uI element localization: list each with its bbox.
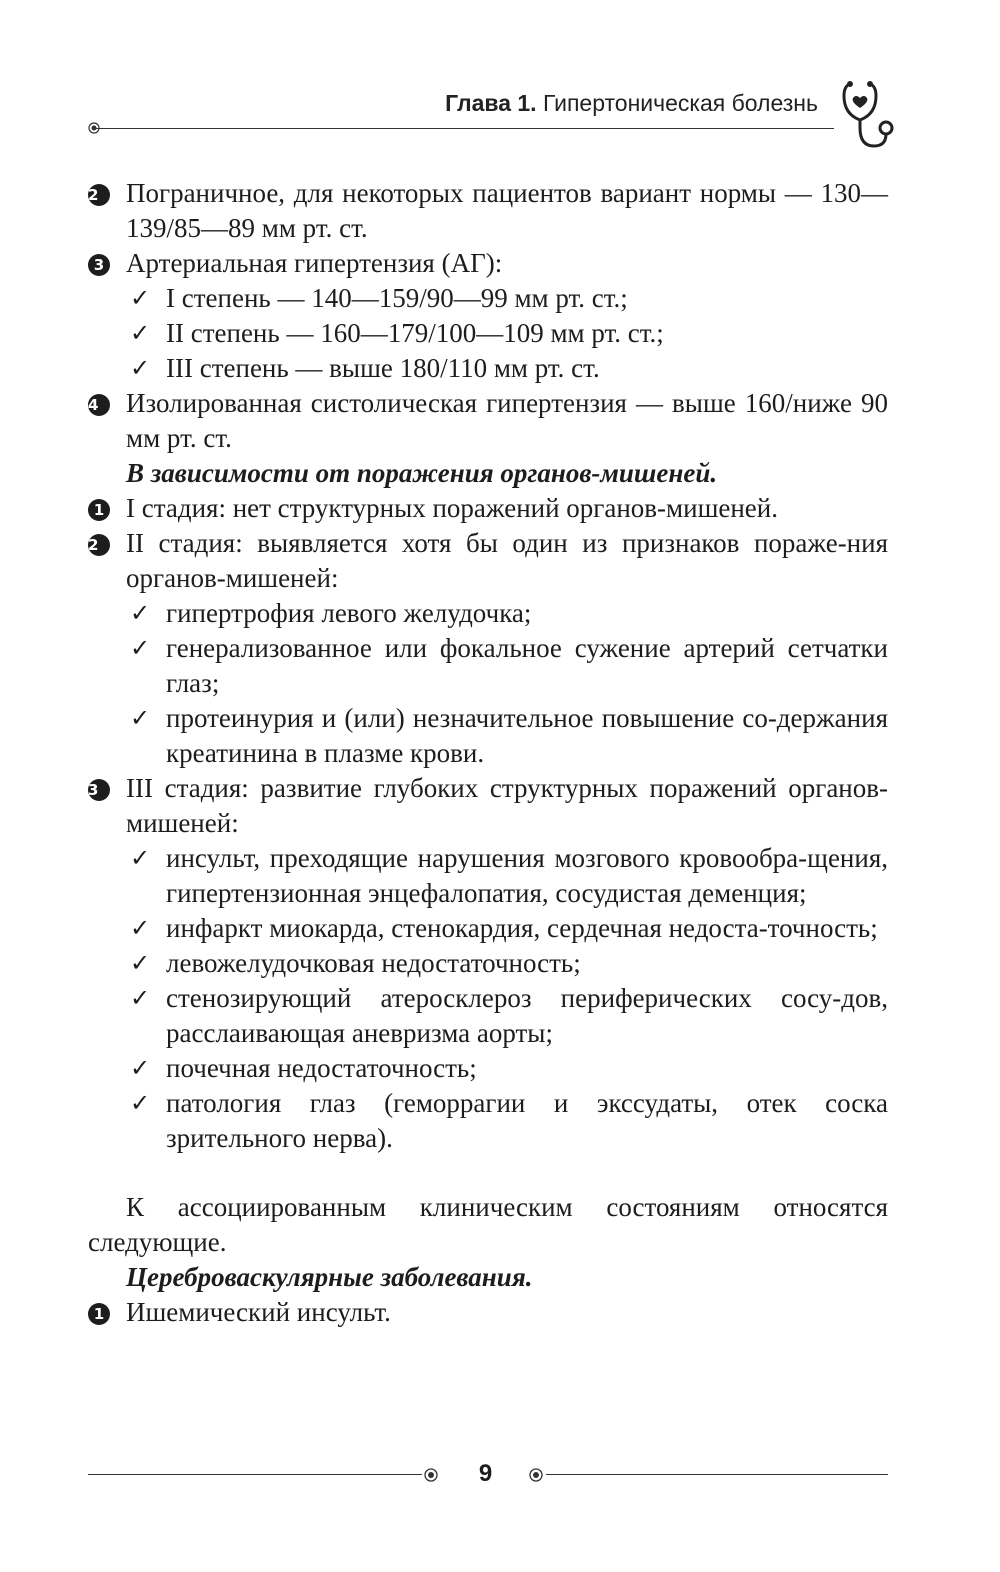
- list-item-text: Ишемический инсульт.: [126, 1297, 391, 1327]
- sub-list-item: [88, 281, 888, 316]
- checkmark-icon: ✓: [130, 704, 151, 732]
- sub-list-item: [88, 946, 888, 981]
- list-marker: 3: [88, 254, 110, 276]
- list-item-text: I стадия: нет структурных поражений органов-мишеней.: [126, 493, 778, 523]
- sub-list-item-text: почечная недостаточность;: [166, 1053, 477, 1083]
- list-item: [88, 491, 888, 526]
- sub-list-item: [88, 981, 888, 1051]
- sub-list-item-text: гипертрофия левого желудочка;: [166, 598, 532, 628]
- section-heading: Цереброваскулярные заболевания.: [126, 1262, 533, 1292]
- sub-list-item-text: патология глаз (геморрагии и экссудаты, отек соска зрительного нерва).: [166, 1088, 888, 1153]
- checkmark-icon: ✓: [130, 354, 151, 382]
- list-item: [88, 526, 888, 596]
- list-item: [88, 1295, 888, 1330]
- footer-dot-ornament-icon: [424, 1468, 438, 1482]
- checkmark-icon: ✓: [130, 284, 151, 312]
- section-heading: В зависимости от поражения органов-мишеней.: [126, 458, 718, 488]
- sub-list-item: [88, 351, 888, 386]
- list-item-text: II стадия: выявляется хотя бы один из признаков пораже-ния органов-мишеней:: [126, 528, 888, 593]
- sub-list-item-text: левожелудочковая недостаточность;: [166, 948, 581, 978]
- checkmark-icon: ✓: [130, 634, 151, 662]
- checkmark-icon: ✓: [130, 984, 151, 1012]
- list-item: [88, 771, 888, 841]
- checkmark-icon: ✓: [130, 914, 151, 942]
- sub-list-item-text: генерализованное или фокальное сужение артерий сетчатки глаз;: [166, 633, 888, 698]
- checkmark-icon: ✓: [130, 1089, 151, 1117]
- checkmark-icon: ✓: [130, 1054, 151, 1082]
- list-marker: 3: [88, 779, 110, 801]
- sub-list-item-text: протеинурия и (или) незначительное повышение со-держания креатинина в плазме крови.: [166, 703, 888, 768]
- page-footer: [88, 1460, 888, 1490]
- list-item-text: Пограничное, для некоторых пациентов вариант нормы — 130—139/85—89 мм рт. ст.: [126, 178, 888, 243]
- sub-list-item-text: инфаркт миокарда, стенокардия, сердечная недоста-точность;: [166, 913, 878, 943]
- list-item: [88, 246, 888, 281]
- checkmark-icon: ✓: [130, 319, 151, 347]
- sub-list-item-text: I степень — 140—159/90—99 мм рт. ст.;: [166, 283, 628, 313]
- list-marker: 1: [88, 1303, 110, 1325]
- chapter-header: [445, 90, 818, 117]
- list-marker: 2: [88, 184, 110, 206]
- list-item: [88, 386, 888, 456]
- sub-list-item: [88, 1051, 888, 1086]
- sub-list-item-text: III степень — выше 180/110 мм рт. ст.: [166, 353, 600, 383]
- sub-list-item: [88, 1086, 888, 1156]
- list-marker: 2: [88, 534, 110, 556]
- sub-list-item-text: стенозирующий атеросклероз периферических сосу-дов, расслаивающая аневризма аорты;: [166, 983, 888, 1048]
- list-item-text: Изолированная систолическая гипертензия — выше 160/ниже 90 мм рт. ст.: [126, 388, 888, 453]
- chapter-label: Глава 1.: [445, 90, 537, 116]
- chapter-title: Гипертоническая болезнь: [542, 90, 818, 116]
- page-number: 9: [478, 1460, 493, 1487]
- sub-list-item-text: инсульт, преходящие нарушения мозгового кровообра-щения, гипертензионная энцефалопатия, сосудистая деменция;: [166, 843, 888, 908]
- list-item-text: Артериальная гипертензия (АГ):: [126, 248, 503, 278]
- list-item-text: III стадия: развитие глубоких структурных поражений органов-мишеней:: [126, 773, 888, 838]
- footer-rule-right: [546, 1474, 888, 1475]
- checkmark-icon: ✓: [130, 599, 151, 627]
- list-marker: 4: [88, 394, 110, 416]
- list-item: [88, 176, 888, 246]
- checkmark-icon: ✓: [130, 949, 151, 977]
- sub-list-item: [88, 701, 888, 771]
- body-paragraph: К ассоциированным клиническим состояниям относятся следующие.: [88, 1192, 888, 1257]
- sub-list-item: [88, 596, 888, 631]
- sub-list-item: [88, 841, 888, 911]
- footer-rule-left: [88, 1474, 422, 1475]
- page-body: [88, 176, 888, 1330]
- footer-dot-ornament-icon: [529, 1468, 543, 1482]
- sub-list-item: [88, 631, 888, 701]
- checkmark-icon: ✓: [130, 844, 151, 872]
- sub-list-item-text: II степень — 160—179/100—109 мм рт. ст.;: [166, 318, 664, 348]
- stethoscope-icon: [836, 76, 898, 158]
- header-rule: [94, 128, 834, 129]
- sub-list-item: [88, 911, 888, 946]
- list-marker: 1: [88, 499, 110, 521]
- running-header: [88, 86, 900, 156]
- sub-list-item: [88, 316, 888, 351]
